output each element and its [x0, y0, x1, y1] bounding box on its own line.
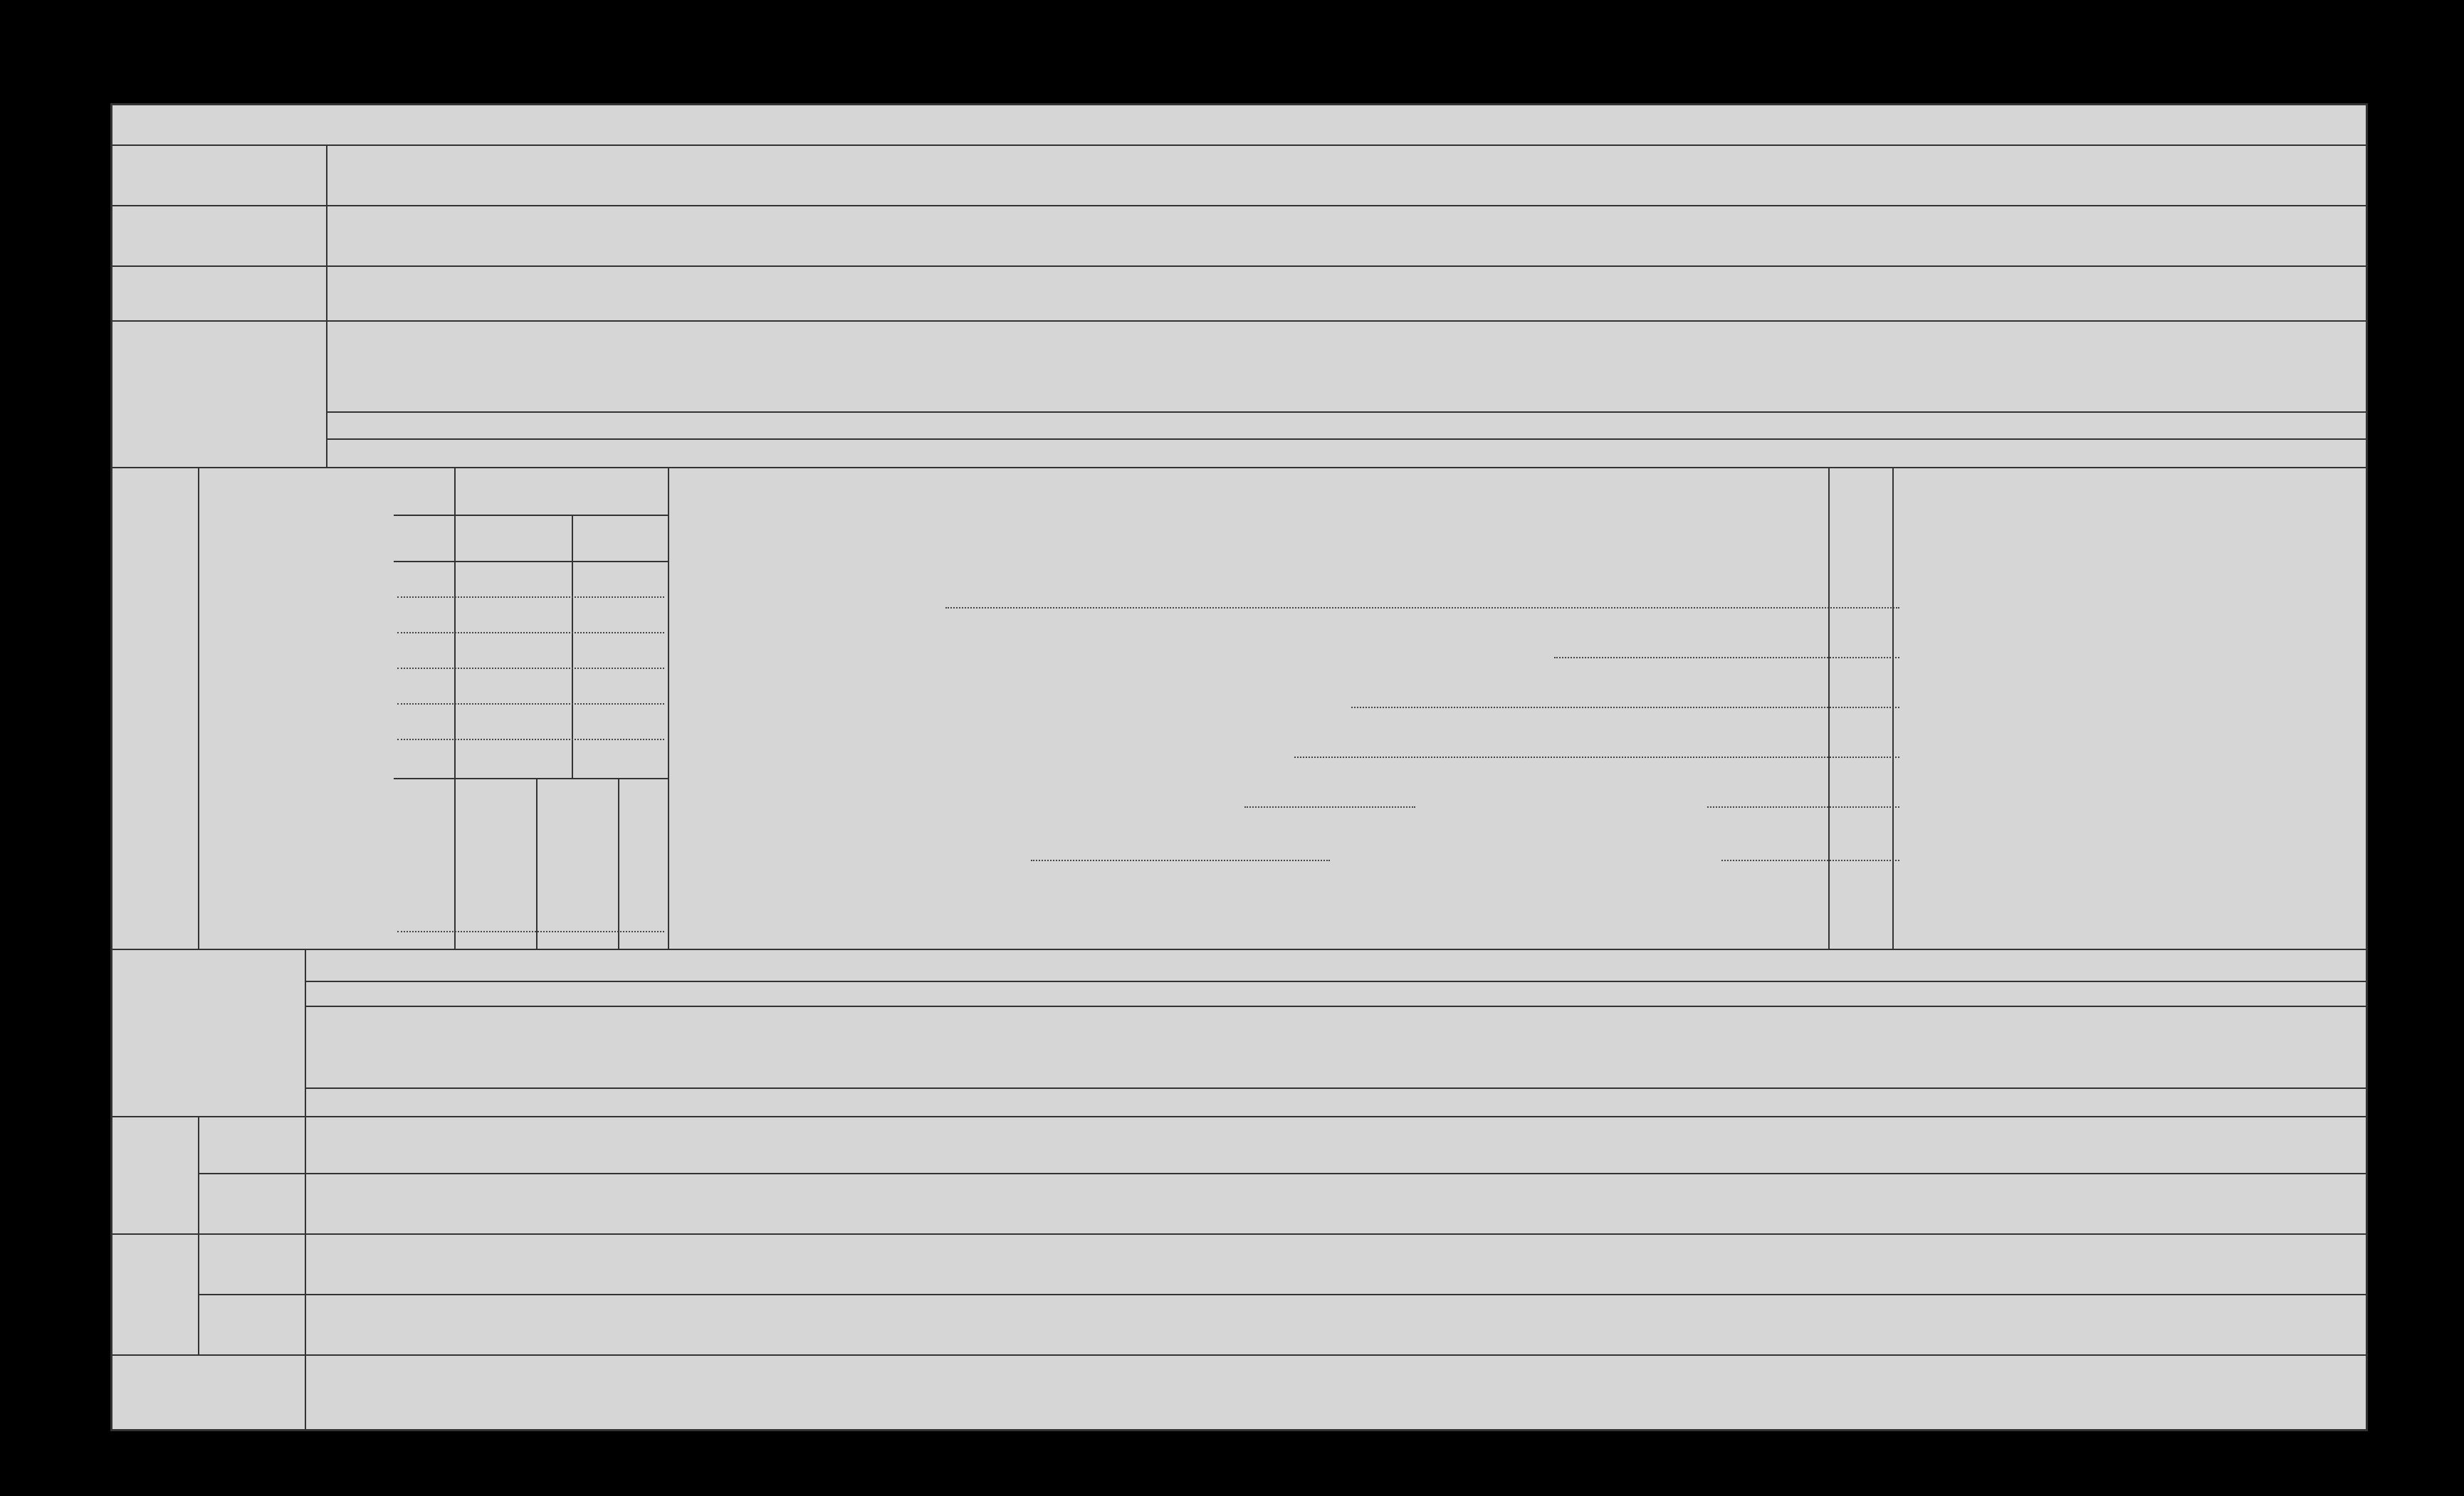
nadelnykh-label [120, 1120, 155, 1233]
population-label [1839, 483, 1882, 938]
vne-nadelnykh-label [120, 1237, 191, 1351]
hired-workers-label [347, 483, 404, 938]
census-card [110, 103, 2368, 1431]
